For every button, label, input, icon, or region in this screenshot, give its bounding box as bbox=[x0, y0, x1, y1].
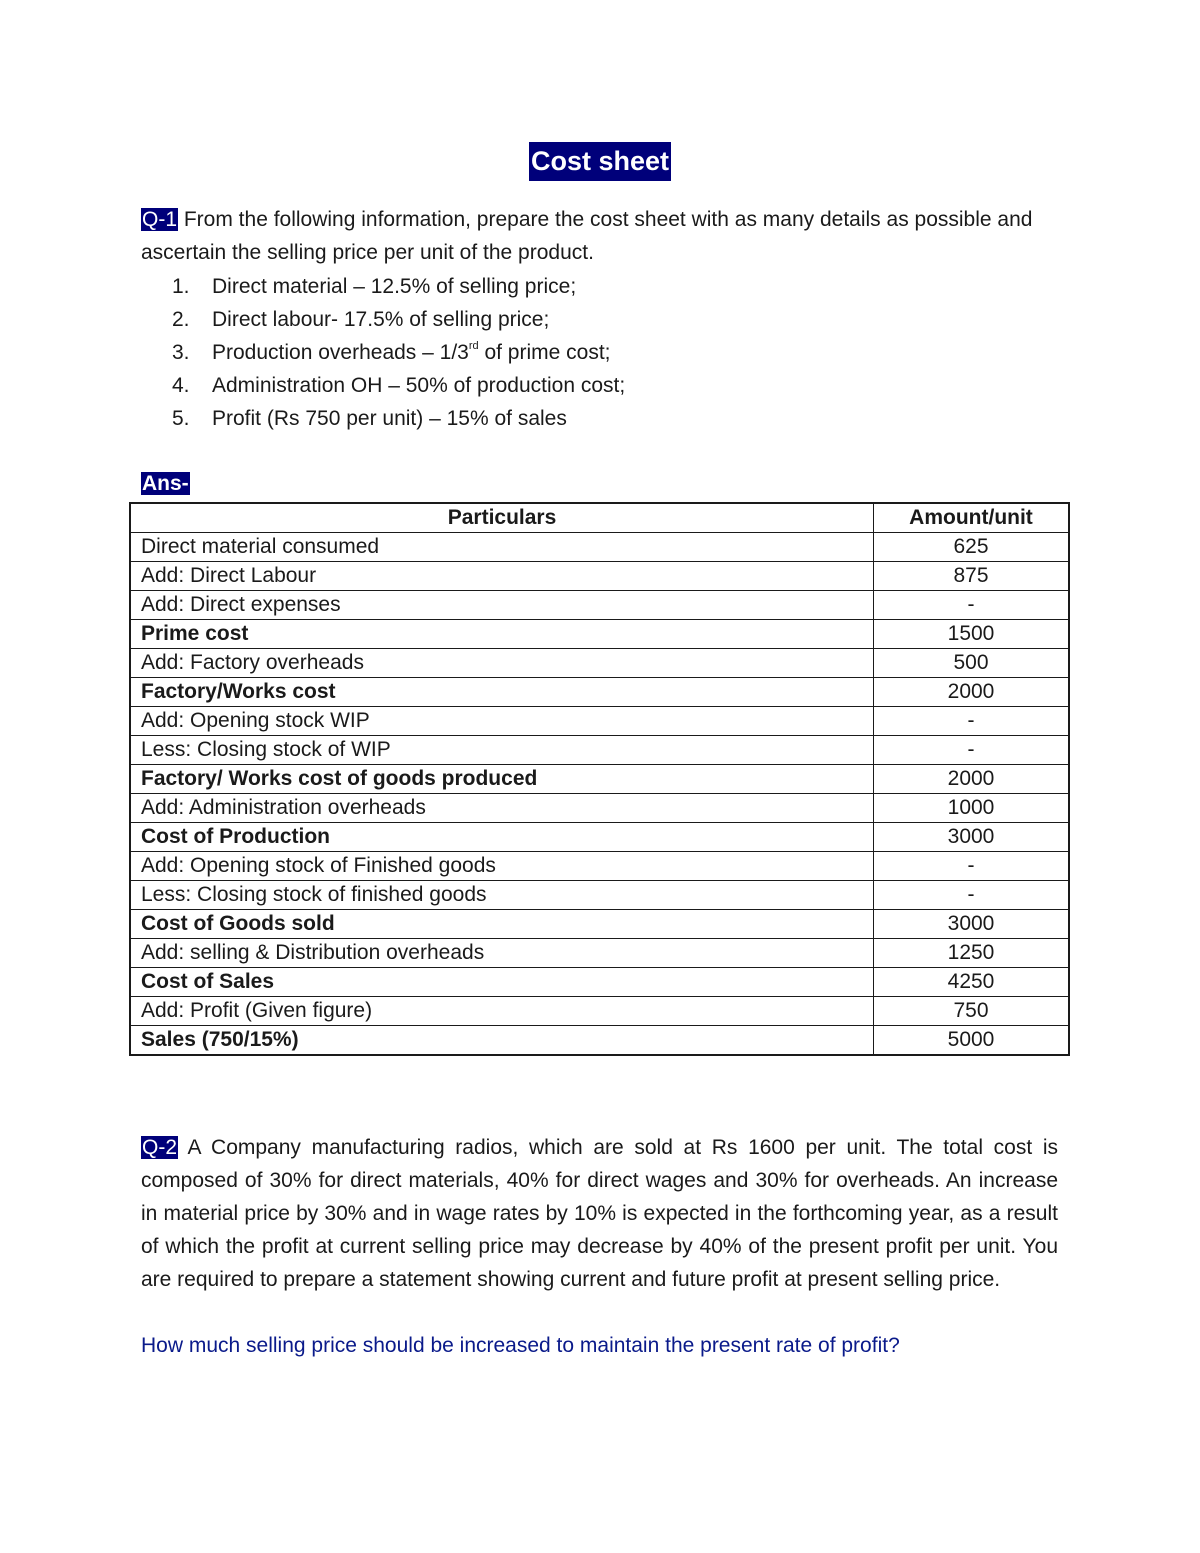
table-row bbox=[130, 620, 1069, 649]
amount-cell: 750 bbox=[874, 997, 1070, 1026]
ordinal-suffix: rd bbox=[468, 340, 479, 352]
amount-cell: - bbox=[874, 707, 1070, 736]
particulars-cell: Add: Opening stock WIP bbox=[130, 707, 874, 736]
page-title: Cost sheet bbox=[529, 142, 671, 181]
amount-cell: 3000 bbox=[874, 910, 1070, 939]
particulars-cell: Factory/ Works cost of goods produced bbox=[130, 765, 874, 794]
amount-cell: - bbox=[874, 852, 1070, 881]
particulars-cell: Cost of Sales bbox=[130, 968, 874, 997]
table-row bbox=[130, 678, 1069, 707]
list-item-text-after: of prime cost; bbox=[478, 341, 611, 364]
amount-cell: 2000 bbox=[874, 678, 1070, 707]
list-item-text bbox=[212, 336, 611, 369]
list-item bbox=[172, 402, 625, 435]
amount-cell: 1250 bbox=[874, 939, 1070, 968]
question-2 bbox=[141, 1131, 1058, 1296]
table-row bbox=[130, 736, 1069, 765]
table-row bbox=[130, 794, 1069, 823]
list-item bbox=[172, 336, 625, 369]
column-header-particulars: Particulars bbox=[130, 503, 874, 533]
particulars-cell: Add: Direct expenses bbox=[130, 591, 874, 620]
amount-cell: 5000 bbox=[874, 1026, 1070, 1056]
table-row bbox=[130, 765, 1069, 794]
answer-label: Ans- bbox=[142, 472, 189, 495]
amount-cell: 625 bbox=[874, 533, 1070, 562]
list-item-number: 1. bbox=[172, 275, 190, 298]
particulars-cell: Direct material consumed bbox=[130, 533, 874, 562]
list-item-text-before: Production overheads – 1/3 bbox=[212, 341, 469, 364]
list-item bbox=[172, 369, 625, 402]
list-item-text: Direct material – 12.5% of selling price; bbox=[212, 275, 577, 298]
amount-cell: 1000 bbox=[874, 794, 1070, 823]
question-2-label: Q-2 bbox=[142, 1136, 178, 1159]
list-item-number: 5. bbox=[172, 407, 190, 430]
table-row bbox=[130, 649, 1069, 678]
list-item-number: 2. bbox=[172, 308, 190, 331]
particulars-cell: Add: Administration overheads bbox=[130, 794, 874, 823]
question-1-text: From the following information, prepare the cost sheet with as many details as possible and ascertain the selling price per unit of the product. bbox=[141, 208, 1033, 264]
amount-cell: 3000 bbox=[874, 823, 1070, 852]
table-row bbox=[130, 997, 1069, 1026]
particulars-cell: Cost of Goods sold bbox=[130, 910, 874, 939]
list-item-text: Profit (Rs 750 per unit) – 15% of sales bbox=[212, 407, 567, 430]
table-row bbox=[130, 910, 1069, 939]
particulars-cell: Sales (750/15%) bbox=[130, 1026, 874, 1056]
particulars-cell: Add: selling & Distribution overheads bbox=[130, 939, 874, 968]
table-row bbox=[130, 562, 1069, 591]
question-2-text: A Company manufacturing radios, which are sold at Rs 1600 per unit. The total cost is composed of 30% for direct materials, 40% for direct wages and 30% for overheads. An increase in material price by 30% and in wage rates by 10% is expected in the forthcoming year, as a result of which the profit at current selling price may decrease by 40% of the present profit per unit. You are required to prepare a statement showing current and future profit at present selling price. bbox=[141, 1136, 1058, 1291]
list-item bbox=[172, 270, 625, 303]
list-item-text: Administration OH – 50% of production cost; bbox=[212, 374, 626, 397]
table-body bbox=[130, 533, 1069, 1056]
particulars-cell: Less: Closing stock of WIP bbox=[130, 736, 874, 765]
list-item-text: Direct labour- 17.5% of selling price; bbox=[212, 308, 550, 331]
list-item-number: 3. bbox=[172, 341, 190, 364]
table-row bbox=[130, 968, 1069, 997]
particulars-cell: Prime cost bbox=[130, 620, 874, 649]
particulars-cell: Add: Direct Labour bbox=[130, 562, 874, 591]
amount-cell: 4250 bbox=[874, 968, 1070, 997]
list-item-number: 4. bbox=[172, 374, 190, 397]
particulars-cell: Factory/Works cost bbox=[130, 678, 874, 707]
particulars-cell: Add: Profit (Given figure) bbox=[130, 997, 874, 1026]
column-header-amount: Amount/unit bbox=[874, 503, 1070, 533]
title-container bbox=[0, 142, 1200, 181]
table-row bbox=[130, 591, 1069, 620]
table-row bbox=[130, 823, 1069, 852]
particulars-cell: Less: Closing stock of finished goods bbox=[130, 881, 874, 910]
amount-cell: 1500 bbox=[874, 620, 1070, 649]
amount-cell: 2000 bbox=[874, 765, 1070, 794]
amount-cell: 875 bbox=[874, 562, 1070, 591]
table-row bbox=[130, 939, 1069, 968]
particulars-cell: Add: Opening stock of Finished goods bbox=[130, 852, 874, 881]
table-row bbox=[130, 881, 1069, 910]
amount-cell: - bbox=[874, 881, 1070, 910]
amount-cell: - bbox=[874, 736, 1070, 765]
answer-heading bbox=[141, 470, 190, 498]
table-row bbox=[130, 852, 1069, 881]
amount-cell: - bbox=[874, 591, 1070, 620]
cost-sheet-table bbox=[129, 502, 1070, 1056]
list-item bbox=[172, 303, 625, 336]
amount-cell: 500 bbox=[874, 649, 1070, 678]
table-row bbox=[130, 1026, 1069, 1056]
question-1-list bbox=[172, 270, 625, 435]
particulars-cell: Add: Factory overheads bbox=[130, 649, 874, 678]
question-2-followup: How much selling price should be increased to maintain the present rate of profit? bbox=[141, 1334, 900, 1357]
table-row bbox=[130, 533, 1069, 562]
question-1-label: Q-1 bbox=[142, 208, 178, 231]
table-header-row bbox=[130, 503, 1069, 533]
particulars-cell: Cost of Production bbox=[130, 823, 874, 852]
question-1 bbox=[141, 203, 1058, 269]
table-row bbox=[130, 707, 1069, 736]
